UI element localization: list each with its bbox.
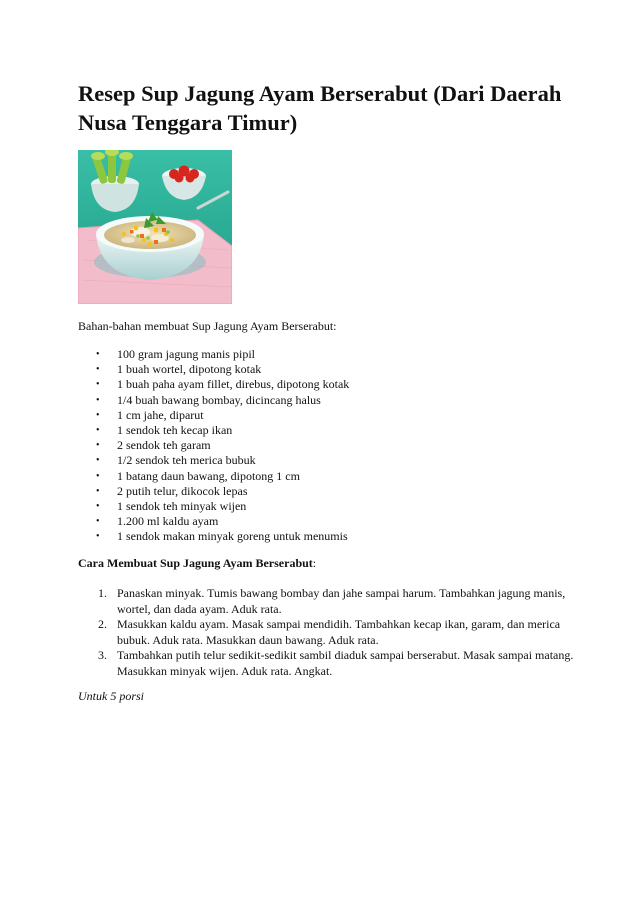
ingredient-text: 1 buah wortel, dipotong kotak [117,362,262,377]
list-item [78,484,349,499]
bullet-icon: • [96,531,100,543]
bullet-icon: • [96,364,100,376]
bullet-icon: • [96,409,100,421]
ingredient-text: 1 sendok makan minyak goreng untuk menumis [117,529,348,544]
step-number: 2. [98,617,107,631]
soup-bowl-illustration [78,150,232,304]
recipe-photo [78,150,232,304]
step-number: 3. [98,648,107,662]
step-text: Panaskan minyak. Tumis bawang bombay dan jahe sampai harum. Tambahkan jagung manis, wortel, dan dada ayam. Aduk rata. [117,586,566,616]
list-item [78,377,349,392]
list-item [78,362,349,377]
list-item [78,438,349,453]
ingredient-text: 2 sendok teh garam [117,438,211,453]
list-item [78,499,349,514]
bullet-icon: • [96,516,100,528]
bullet-icon: • [96,470,100,482]
ingredient-text: 1.200 ml kaldu ayam [117,514,219,529]
list-item [78,453,349,468]
recipe-title: Resep Sup Jagung Ayam Berserabut (Dari Daerah Nusa Tenggara Timur) [78,81,562,135]
method-heading-colon: : [312,556,317,570]
step-text: Tambahkan putih telur sedikit-sedikit sambil diaduk sampai berserabut. Masak sampai matang. Masukkan minyak wijen. Aduk rata. Angkat. [117,648,574,678]
bullet-icon: • [96,424,100,436]
bullet-icon: • [96,349,100,360]
bullet-icon: • [96,440,100,452]
list-item [78,393,349,408]
method-heading-text: Cara Membuat Sup Jagung Ayam Berserabut [78,556,313,570]
list-item [78,514,349,529]
yield-note: Untuk 5 porsi [78,689,144,703]
list-item [78,408,349,423]
ingredients-list [78,347,349,544]
ingredient-text: 1 sendok teh minyak wijen [117,498,247,513]
bullet-icon: • [96,394,100,406]
bullet-icon: • [96,500,100,512]
list-item [78,586,578,617]
ingredients-intro: Bahan-bahan membuat Sup Jagung Ayam Berserabut: [78,319,337,333]
ingredient-text: 1 sendok teh kecap ikan [117,422,233,437]
ingredient-text: 1/4 buah bawang bombay, dicincang halus [117,392,321,407]
list-item [78,423,349,438]
ingredient-text: 100 gram jagung manis pipil [117,347,255,361]
ingredient-text: 1 batang daun bawang, dipotong 1 cm [117,468,300,483]
list-item [78,347,349,362]
step-text: Masukkan kaldu ayam. Masak sampai mendidih. Tambahkan kecap ikan, garam, dan merica bubuk. Aduk rata. Masukkan daun bawang. Aduk rata. [117,617,561,647]
list-item [78,617,578,648]
ingredient-text: 1 cm jahe, diparut [117,407,204,422]
method-heading [78,556,316,571]
ingredient-text: 1 buah paha ayam fillet, direbus, dipotong kotak [117,377,350,392]
step-number: 1. [98,586,107,600]
bullet-icon: • [96,379,100,391]
ingredient-text: 2 putih telur, dikocok lepas [117,483,248,498]
steps-list [78,586,578,679]
bullet-icon: • [96,485,100,497]
list-item [78,529,349,544]
ingredient-text: 1/2 sendok teh merica bubuk [117,453,256,468]
bullet-icon: • [96,455,100,467]
list-item [78,469,349,484]
list-item [78,648,578,679]
